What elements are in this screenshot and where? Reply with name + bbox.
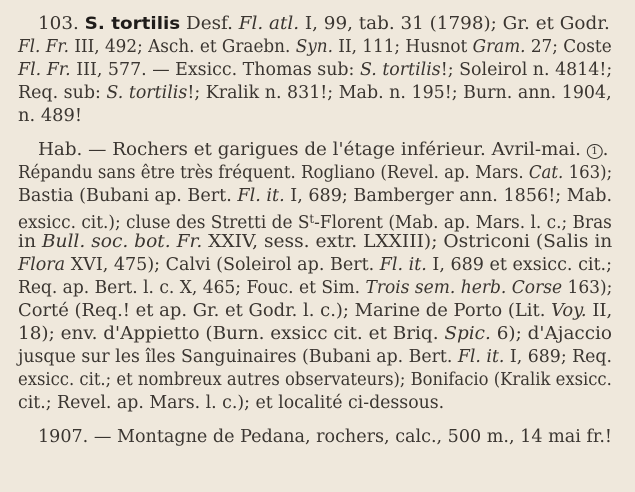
text-segment: -Florent (Mab. ap. Mars. l. c.; Bras	[314, 213, 612, 233]
italic-text: S. tortilis	[359, 60, 441, 80]
text-segment: I, 689; Bamberger ann. 1856!; Mab.	[284, 186, 613, 206]
text-segment: XXIV, sess. extr. LXXIII); Ostriconi (Salis in	[202, 232, 613, 252]
text-segment: 18); env. d'Appietto (Burn. exsicc cit. et Briq.	[18, 324, 445, 344]
text-segment: !; Kralik n. 831!; Mab. n. 195!; Burn. ann. 1904,	[187, 83, 612, 103]
text-line	[18, 255, 612, 275]
text-line	[18, 209, 612, 233]
text-segment: 27; Coste	[525, 37, 612, 57]
superscript-text: t	[309, 212, 315, 226]
text-segment: 163);	[563, 163, 613, 183]
text-segment: cit.; Revel. ap. Mars. l. c.); et localité ci-dessous.	[18, 393, 445, 413]
text-line	[38, 14, 610, 34]
italic-text: Fl. it.	[379, 255, 427, 275]
text-line	[18, 37, 612, 57]
text-segment: Corté (Req.! et ap. Gr. et Godr. l. c.); Marine de Porto (Lit.	[18, 301, 552, 321]
text-segment: 163);	[562, 278, 613, 298]
text-line	[18, 370, 612, 390]
italic-text: Voy.	[551, 301, 587, 321]
italic-text: Spic.	[444, 324, 491, 344]
italic-text: Syn.	[295, 37, 333, 57]
text-segment: exsicc. cit.); cluse des Stretti de S	[18, 213, 310, 233]
text-segment: Desf.	[180, 14, 239, 34]
text-line	[18, 347, 612, 367]
text-segment: Hab. — Rochers et garigues de l'étage inférieur. Avril-mai.	[38, 140, 587, 160]
text-line	[18, 232, 612, 252]
text-segment: exsicc. cit.; et nombreux autres observateurs); Bonifacio (Kralik exsicc.	[18, 370, 612, 390]
italic-text: Flora	[18, 255, 66, 275]
text-segment: in	[18, 232, 42, 252]
text-segment: II, 111; Husnot	[332, 37, 473, 57]
text-segment: I, 689 et exsicc. cit.;	[426, 255, 612, 275]
text-segment: 6); d'Ajaccio	[490, 324, 612, 344]
italic-text: Fl. Fr.	[18, 60, 71, 80]
text-segment: XVI, 475); Calvi (Soleirol ap. Bert.	[65, 255, 380, 275]
text-line	[18, 324, 612, 344]
text-segment: Bastia (Bubani ap. Bert.	[18, 186, 238, 206]
text-line	[18, 393, 444, 413]
text-segment: 1907. — Montagne de Pedana, rochers, calc., 500 m., 14 mai fr.!	[38, 427, 612, 447]
italic-text: Gram.	[472, 37, 526, 57]
italic-text: S. tortilis	[106, 83, 188, 103]
text-segment: n. 489!	[18, 106, 83, 126]
italic-text: Bull. soc. bot. Fr.	[41, 232, 203, 252]
text-segment: Req. sub:	[18, 83, 107, 103]
text-line	[18, 186, 612, 206]
text-line	[18, 83, 612, 103]
text-segment: III, 492; Asch. et Graebn.	[68, 37, 296, 57]
italic-text: Trois sem. herb. Corse	[365, 278, 563, 298]
italic-text: Cat.	[528, 163, 564, 183]
text-line	[18, 163, 612, 183]
text-line	[18, 60, 612, 80]
text-segment: II,	[586, 301, 613, 321]
text-segment: III, 577. — Exsicc. Thomas sub:	[70, 60, 360, 80]
text-segment: Req. ap. Bert. l. c. X, 465; Fouc. et Sim.	[18, 278, 366, 298]
text-segment: .	[602, 140, 609, 160]
text-line	[18, 301, 612, 321]
italic-text: Fl. it.	[457, 347, 505, 367]
text-line	[38, 427, 612, 447]
text-segment: Répandu sans être très fréquent. Rogliano (Revel. ap. Mars.	[18, 163, 529, 183]
italic-text: Fl. Fr.	[18, 37, 69, 57]
italic-text: Fl. it.	[237, 186, 285, 206]
italic-text: Fl. atl.	[238, 14, 300, 34]
text-segment: !; Soleirol n. 4814!;	[440, 60, 613, 80]
bold-text: S. tortilis	[84, 14, 181, 34]
text-segment: I, 99, tab. 31 (1798); Gr. et Godr.	[299, 14, 610, 34]
text-line	[18, 106, 82, 126]
text-line	[18, 278, 612, 298]
text-segment: 103.	[38, 14, 85, 34]
text-segment: I, 689; Req.	[504, 347, 613, 367]
text-line	[38, 140, 608, 160]
circled-symbol: 1	[587, 144, 603, 159]
text-segment: jusque sur les îles Sanguinaires (Bubani ap. Bert.	[18, 347, 458, 367]
